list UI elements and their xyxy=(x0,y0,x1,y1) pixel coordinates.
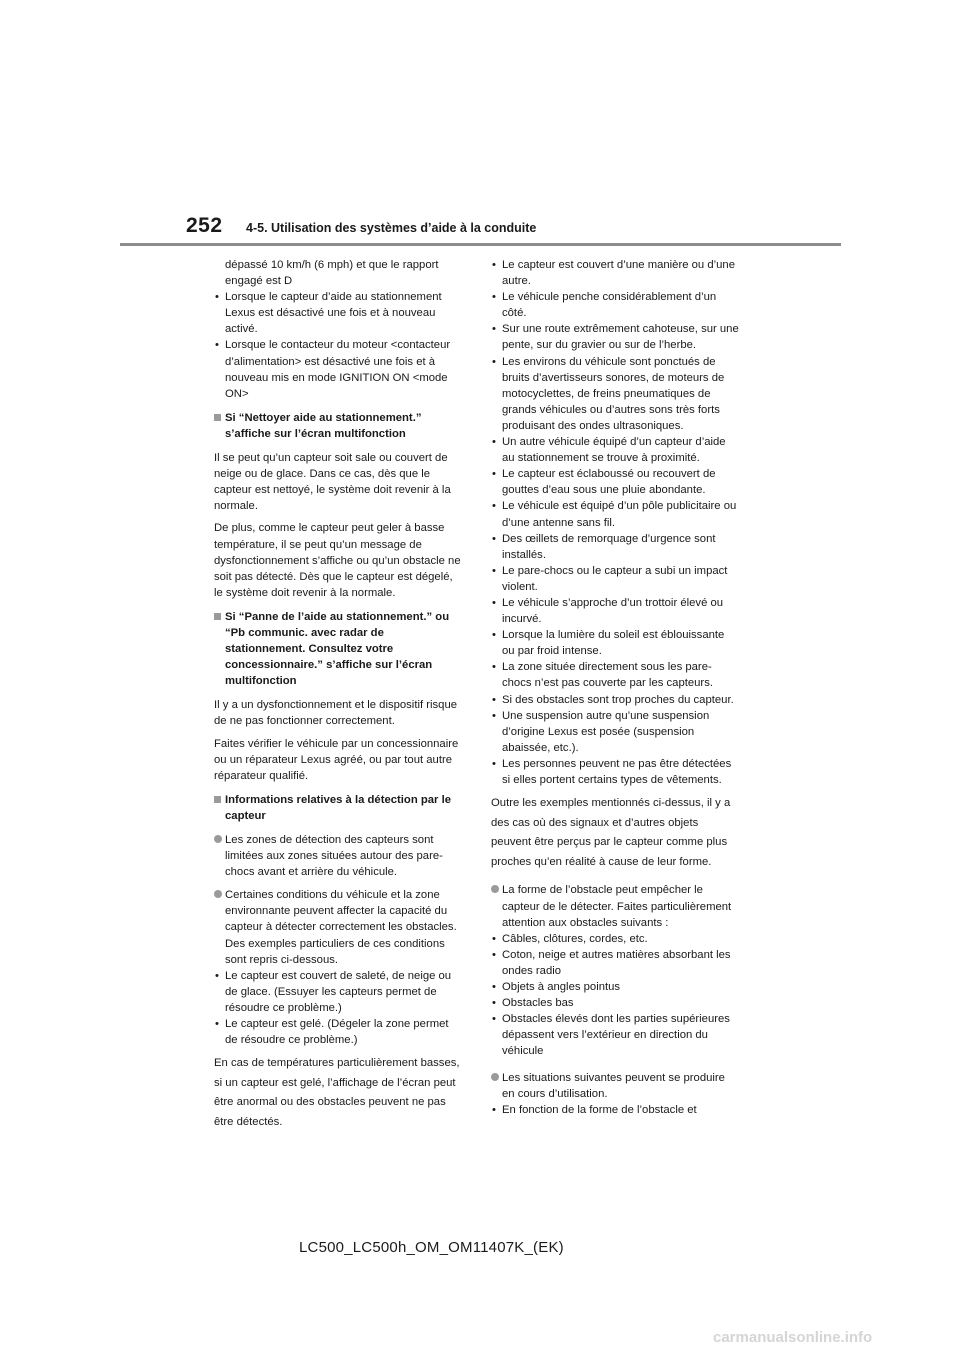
circle-bullet-icon xyxy=(491,1073,499,1081)
square-bullet-icon xyxy=(214,414,221,421)
bullet-item: • Obstacles élevés dont les parties supérieures dépassent vers l’extérieur en direction du véhicule xyxy=(492,1013,730,1058)
bullet-dot-icon: • xyxy=(492,564,496,577)
bullet-dot-icon: • xyxy=(492,932,496,945)
header-rule xyxy=(120,243,841,246)
bullet-item: • Le capteur est couvert d’une manière ou d’une autre. xyxy=(492,259,735,288)
bullet-dot-icon: • xyxy=(492,661,496,674)
bullet-item: • Les environs du véhicule sont ponctués de bruits d’avertisseurs sonores, de moteurs de motocyclettes, de freins pneumatiques de grands véhicules ou d’autres sons très forts produisant des ondes ultrasoniques. xyxy=(492,355,725,432)
paragraph: Il se peut qu’un capteur soit sale ou couvert de neige ou de glace. Dans ce cas, dès que le capteur est nettoyé, le système doit revenir à la normale. xyxy=(214,452,451,513)
square-bullet-icon xyxy=(214,613,221,620)
bullet-dot-icon: • xyxy=(492,981,496,994)
circle-bullet-item: La forme de l’obstacle peut empêcher le capteur de le détecter. Faites particulièrement attention aux obstacles suivants : xyxy=(491,882,739,930)
circle-bullet-item: Certaines conditions du véhicule et la zone environnante peuvent affecter la capacité du capteur à détecter correctement les obstacles. Des exemples particuliers de ces conditions sont repris ci-dessous. xyxy=(214,887,462,967)
bullet-dot-icon: • xyxy=(492,532,496,545)
paragraph: Outre les exemples mentionnés ci-dessus, il y a des cas où des signaux et d’autres objets peuvent être perçus par le capteur comme plus proches qu’en réalité à cause de leur forme. xyxy=(491,797,731,868)
bullet-item: • Lorsque le capteur d’aide au stationnement Lexus est désactivé une fois et à nouveau activé. xyxy=(215,291,442,336)
bullet-item: • Sur une route extrêmement cahoteuse, sur une pente, sur du gravier ou sur de l’herbe. xyxy=(492,323,739,352)
bullet-item: • Le véhicule s’approche d’un trottoir élevé ou incurvé. xyxy=(492,596,724,626)
section-heading: Si “Panne de l’aide au stationnement.” ou “Pb communic. avec radar de stationnement. Consultez votre concessionnaire.” s’affiche sur l’écran multifonction xyxy=(214,609,462,689)
left-column xyxy=(214,257,462,1133)
circle-bullet-item: Les situations suivantes peuvent se produire en cours d’utilisation. xyxy=(491,1070,739,1102)
bullet-dot-icon: • xyxy=(492,596,496,609)
bullet-dot-icon: • xyxy=(215,339,219,352)
bullet-dot-icon: • xyxy=(215,291,219,304)
document-code: LC500_LC500h_OM_OM11407K_(EK) xyxy=(299,1239,564,1256)
bullet-item: • Le capteur est gelé. (Dégeler la zone permet de résoudre ce problème.) xyxy=(215,1018,449,1047)
paragraph: De plus, comme le capteur peut geler à basse température, il se peut qu’un message de dysfonctionnement s’affiche ou qu’un obstacle ne soit pas détecté. Dès que le capteur est dégelé, le système doit revenir à la normale. xyxy=(214,522,461,599)
bullet-dot-icon: • xyxy=(492,436,496,449)
bullet-item: • Des œillets de remorquage d’urgence sont installés. xyxy=(492,532,716,561)
bullet-dot-icon: • xyxy=(492,629,496,642)
circle-bullet-item: Les zones de détection des capteurs sont limitées aux zones situées autour des pare-chocs avant et arrière du véhicule. xyxy=(214,832,462,880)
right-column xyxy=(491,257,739,1118)
circle-bullet-icon xyxy=(491,885,499,893)
bullet-item: • Si des obstacles sont trop proches du capteur. xyxy=(491,692,739,708)
paragraph: En cas de températures particulièrement basses, si un capteur est gelé, l’affichage de l’écran peut être anormal ou des obstacles peuvent ne pas être détectés. xyxy=(214,1057,460,1128)
bullet-item: • Câbles, clôtures, cordes, etc. xyxy=(491,931,739,947)
bullet-dot-icon: • xyxy=(492,948,496,961)
bullet-dot-icon: • xyxy=(492,997,496,1010)
paragraph: Il y a un dysfonctionnement et le dispositif risque de ne pas fonctionner correctement. xyxy=(214,699,458,728)
bullet-item: • Le pare-chocs ou le capteur a subi un impact violent. xyxy=(492,564,728,593)
bullet-dot-icon: • xyxy=(492,1103,496,1116)
watermark: carmanualsonline.info xyxy=(713,1329,873,1346)
bullet-dot-icon: • xyxy=(215,1018,219,1031)
bullet-item: • Un autre véhicule équipé d’un capteur d’aide au stationnement se trouve à proximité. xyxy=(492,436,726,465)
bullet-dot-icon: • xyxy=(492,259,496,271)
bullet-item: • Le capteur est couvert de saleté, de neige ou de glace. (Essuyer les capteurs permet de résoudre ce problème.) xyxy=(215,969,452,1014)
page-number: 252 xyxy=(186,214,223,237)
bullet-item: • Coton, neige et autres matières absorbant les ondes radio xyxy=(492,948,731,977)
bullet-dot-icon: • xyxy=(215,969,219,982)
bullet-item: • Les personnes peuvent ne pas être détectées si elles portent certains types de vêtements. xyxy=(492,757,732,786)
circle-bullet-icon xyxy=(214,835,222,843)
bullet-dot-icon: • xyxy=(492,355,496,368)
bullet-item: • Obstacles bas xyxy=(491,995,739,1011)
circle-bullet-icon xyxy=(214,890,222,898)
bullet-dot-icon: • xyxy=(492,1013,496,1026)
bullet-item: • Le véhicule est équipé d’un pôle publicitaire ou d’une antenne sans fil. xyxy=(492,500,737,529)
square-bullet-icon xyxy=(214,796,221,803)
bullet-item: • Le véhicule penche considérablement d’un côté. xyxy=(492,291,717,320)
section-heading: Si “Nettoyer aide au stationnement.” s’affiche sur l’écran multifonction xyxy=(214,410,462,442)
bullet-dot-icon: • xyxy=(492,291,496,304)
continued-text: dépassé 10 km/h (6 mph) et que le rapport engagé est D xyxy=(225,259,439,288)
bullet-item: • Lorsque la lumière du soleil est éblouissante ou par froid intense. xyxy=(492,629,725,658)
bullet-dot-icon: • xyxy=(492,757,496,770)
bullet-item: • Objets à angles pointus xyxy=(491,979,739,995)
section-title: 4-5. Utilisation des systèmes d’aide à la conduite xyxy=(246,221,537,235)
bullet-dot-icon: • xyxy=(492,468,496,481)
bullet-item: • La zone située directement sous les pare-chocs n’est pas couverte par les capteurs. xyxy=(492,661,713,690)
paragraph: Faites vérifier le véhicule par un concessionnaire ou un réparateur Lexus agréé, ou par tout autre réparateur qualifié. xyxy=(214,737,459,782)
bullet-item: • Le capteur est éclaboussé ou recouvert de gouttes d’eau sous une pluie abondante. xyxy=(492,468,716,497)
section-heading: Informations relatives à la détection par le capteur xyxy=(214,792,462,824)
bullet-item: • En fonction de la forme de l’obstacle et xyxy=(491,1102,739,1118)
bullet-dot-icon: • xyxy=(492,500,496,513)
bullet-item: • Lorsque le contacteur du moteur <contacteur d’alimentation> est désactivé une fois et à nouveau mis en mode IGNITION ON <mode ON> xyxy=(215,339,451,400)
bullet-dot-icon: • xyxy=(492,693,496,706)
bullet-dot-icon: • xyxy=(492,323,496,336)
bullet-item: • Une suspension autre qu’une suspension d’origine Lexus est posée (suspension abaissée, etc.). xyxy=(492,709,710,754)
bullet-dot-icon: • xyxy=(492,709,496,722)
